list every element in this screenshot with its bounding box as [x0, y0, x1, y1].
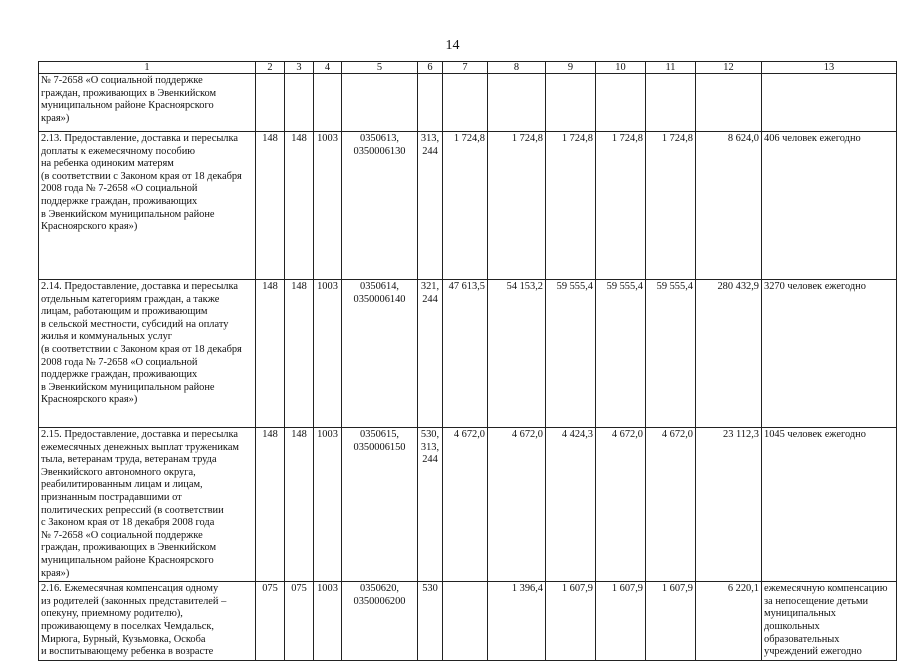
result-description-cell: 1045 человек ежегодно: [762, 428, 897, 582]
column-header-11: 11: [646, 62, 696, 74]
expense-type-cell: 530: [418, 582, 443, 661]
grbs-cell: 148: [256, 132, 285, 280]
total-cell: [696, 74, 762, 132]
year-2014-cell: [488, 74, 546, 132]
table-row: [39, 132, 897, 280]
page-number: 14: [445, 38, 460, 53]
year-2017-cell: [646, 74, 696, 132]
column-header-12: 12: [696, 62, 762, 74]
grbs-cell: 148: [256, 280, 285, 428]
year-2016-cell: 4 672,0: [596, 428, 646, 582]
year-2014-cell: 54 153,2: [488, 280, 546, 428]
section-code-cell: 1003: [314, 582, 342, 661]
column-header-13: 13: [762, 62, 897, 74]
table-row: [39, 74, 897, 132]
year-2013-cell: 47 613,5: [443, 280, 488, 428]
year-2017-cell: 1 607,9: [646, 582, 696, 661]
column-header-2: 2: [256, 62, 285, 74]
table-body: [39, 62, 897, 661]
column-header-8: 8: [488, 62, 546, 74]
year-2014-cell: 1 724,8: [488, 132, 546, 280]
year-2013-cell: 1 724,8: [443, 132, 488, 280]
budget-table: [38, 61, 897, 661]
grbs-cell: 075: [256, 582, 285, 661]
year-2015-cell: 59 555,4: [546, 280, 596, 428]
year-2014-cell: 1 396,4: [488, 582, 546, 661]
column-header-6: 6: [418, 62, 443, 74]
program-name-cell: 2.16. Ежемесячная компенсация одному из родителей (законных представителей – опекуну, приемному родителю), проживающему в поселках Чемдальск, Мирюга, Бурный, Кузьмовка, Оскоба и воспитывающему ребенка в возрасте: [39, 582, 256, 661]
expense-type-cell: 321, 244: [418, 280, 443, 428]
target-article-cell: 0350614, 0350006140: [342, 280, 418, 428]
expense-type-cell: [418, 74, 443, 132]
year-2013-cell: [443, 582, 488, 661]
section-code-cell: 1003: [314, 280, 342, 428]
table-row: [39, 280, 897, 428]
rzpr-code-cell: 148: [285, 132, 314, 280]
grbs-cell: [256, 74, 285, 132]
year-2016-cell: 1 607,9: [596, 582, 646, 661]
year-2015-cell: 1 724,8: [546, 132, 596, 280]
target-article-cell: 0350620, 0350006200: [342, 582, 418, 661]
column-header-4: 4: [314, 62, 342, 74]
expense-type-cell: 313, 244: [418, 132, 443, 280]
year-2017-cell: 4 672,0: [646, 428, 696, 582]
year-2015-cell: [546, 74, 596, 132]
year-2017-cell: 1 724,8: [646, 132, 696, 280]
section-code-cell: 1003: [314, 132, 342, 280]
column-header-1: 1: [39, 62, 256, 74]
year-2016-cell: 1 724,8: [596, 132, 646, 280]
result-description-cell: [762, 74, 897, 132]
year-2013-cell: 4 672,0: [443, 428, 488, 582]
rzpr-code-cell: 075: [285, 582, 314, 661]
result-description-cell: 406 человек ежегодно: [762, 132, 897, 280]
total-cell: 8 624,0: [696, 132, 762, 280]
year-2014-cell: 4 672,0: [488, 428, 546, 582]
grbs-cell: 148: [256, 428, 285, 582]
year-2017-cell: 59 555,4: [646, 280, 696, 428]
year-2016-cell: 59 555,4: [596, 280, 646, 428]
year-2015-cell: 1 607,9: [546, 582, 596, 661]
rzpr-code-cell: 148: [285, 428, 314, 582]
header-row: [39, 62, 897, 74]
year-2013-cell: [443, 74, 488, 132]
total-cell: 6 220,1: [696, 582, 762, 661]
column-header-10: 10: [596, 62, 646, 74]
total-cell: 280 432,9: [696, 280, 762, 428]
program-name-cell: 2.14. Предоставление, доставка и пересылка отдельным категориям граждан, а также лицам, работающим и проживающим в сельской местности, субсидий на оплату жилья и коммунальных услуг (в соответствии с Законом края от 18 декабря 2008 года № 7-2658 «О социальной поддержке граждан, проживающих в Эвенкийском муниципальном районе Красноярского края»): [39, 280, 256, 428]
column-header-7: 7: [443, 62, 488, 74]
column-header-3: 3: [285, 62, 314, 74]
section-code-cell: 1003: [314, 428, 342, 582]
rzpr-code-cell: [285, 74, 314, 132]
section-code-cell: [314, 74, 342, 132]
table-row: [39, 428, 897, 582]
expense-type-cell: 530, 313, 244: [418, 428, 443, 582]
result-description-cell: 3270 человек ежегодно: [762, 280, 897, 428]
program-name-cell: № 7-2658 «О социальной поддержке граждан, проживающих в Эвенкийском муниципальном районе Красноярского края»): [39, 74, 256, 132]
program-name-cell: 2.13. Предоставление, доставка и пересылка доплаты к ежемесячному пособию на ребенка одиноким матерям (в соответствии с Законом края от 18 декабря 2008 года № 7-2658 «О социальной поддержке граждан, проживающих в Эвенкийском муниципальном районе Красноярского края»): [39, 132, 256, 280]
table-row: [39, 582, 897, 661]
total-cell: 23 112,3: [696, 428, 762, 582]
rzpr-code-cell: 148: [285, 280, 314, 428]
program-name-cell: 2.15. Предоставление, доставка и пересылка ежемесячных денежных выплат труженикам тыла, ветеранам труда, ветеранам труда Эвенкийского автономного округа, реабилитированным лицам и лицам, признанным пострадавшими от политических репрессий (в соответствии с Законом края от 18 декабря 2008 года № 7-2658 «О социальной поддержке граждан, проживающих в Эвенкийском муниципальном районе Красноярского края»): [39, 428, 256, 582]
target-article-cell: 0350613, 0350006130: [342, 132, 418, 280]
target-article-cell: [342, 74, 418, 132]
target-article-cell: 0350615, 0350006150: [342, 428, 418, 582]
column-header-9: 9: [546, 62, 596, 74]
year-2015-cell: 4 424,3: [546, 428, 596, 582]
column-header-5: 5: [342, 62, 418, 74]
result-description-cell: ежемесячную компенсацию за непосещение детьми муниципальных дошкольных образовательных учреждений ежегодно: [762, 582, 897, 661]
year-2016-cell: [596, 74, 646, 132]
